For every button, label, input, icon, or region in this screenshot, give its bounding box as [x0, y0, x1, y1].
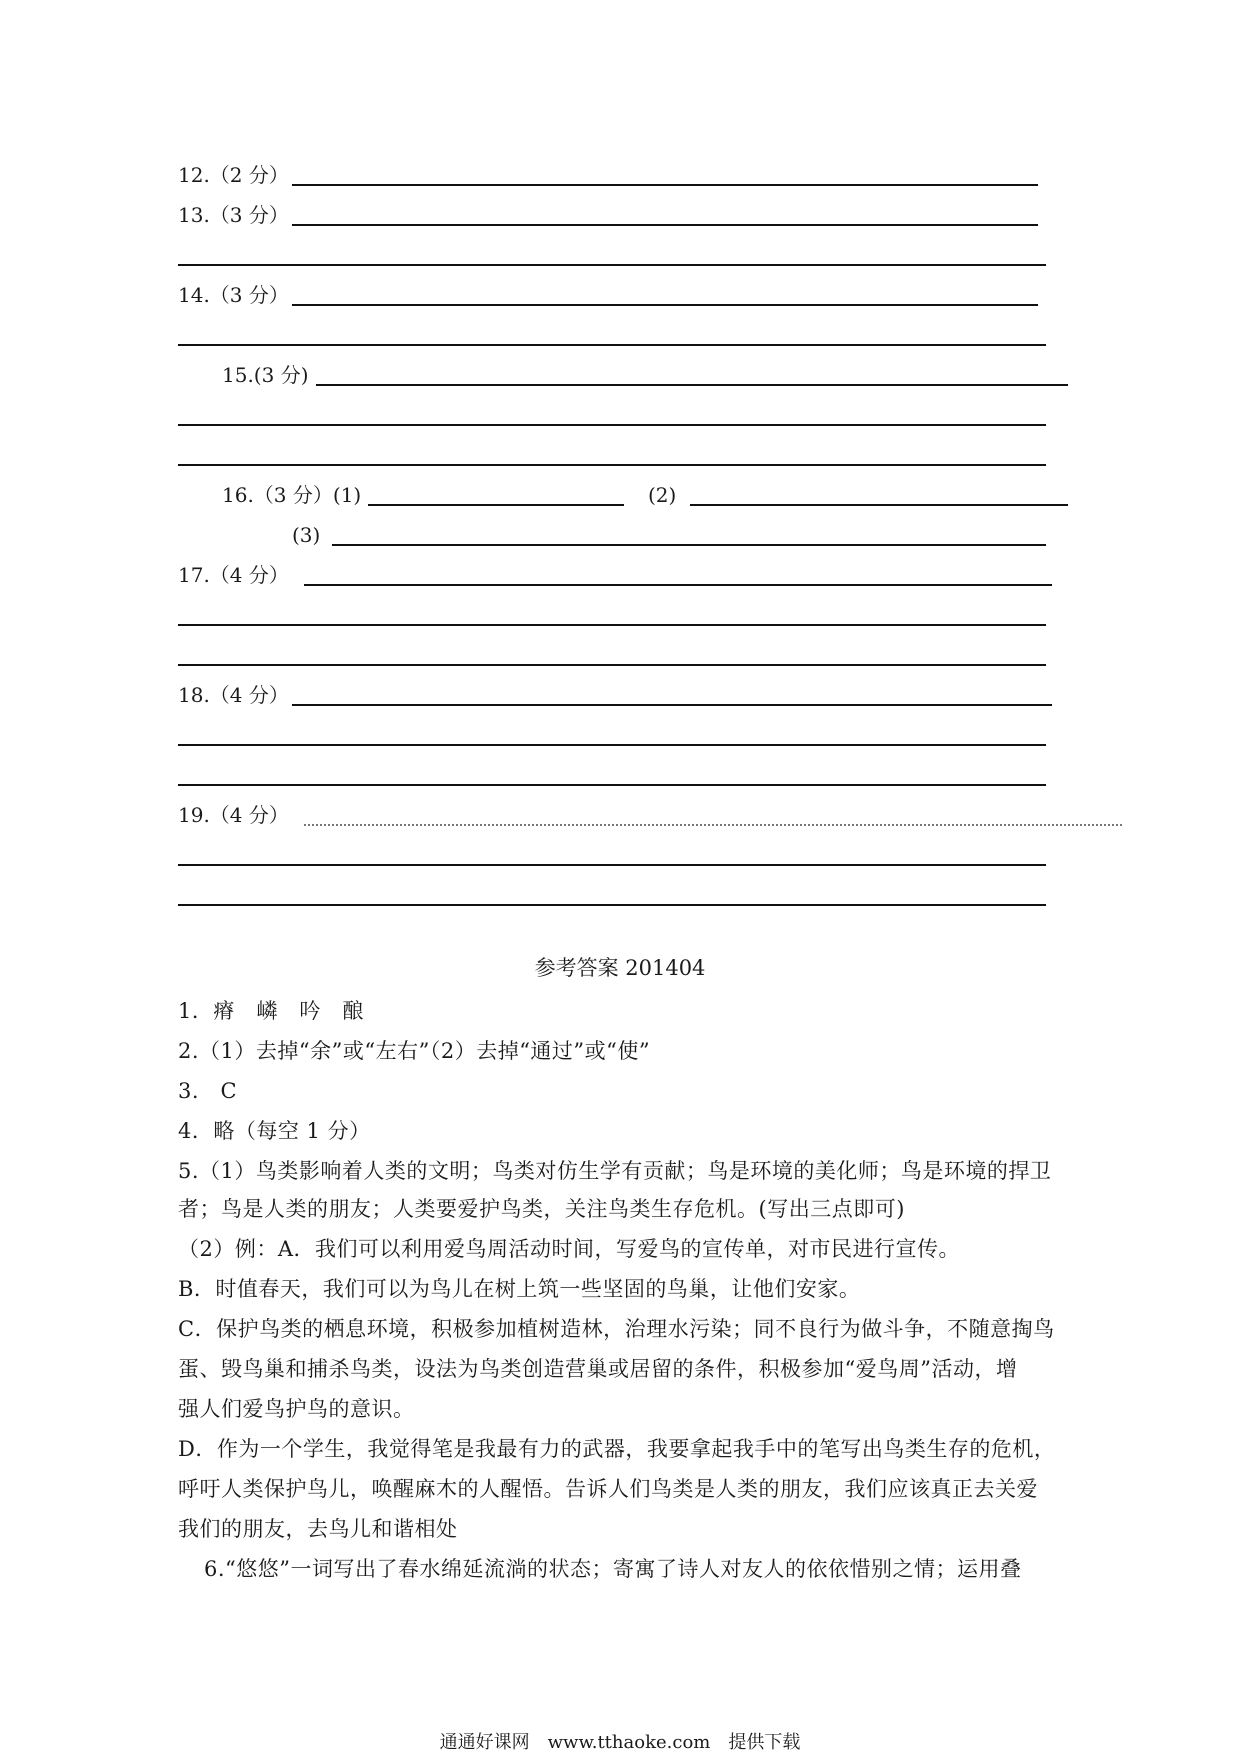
answer-line-15c[interactable]: [178, 464, 1046, 466]
answer-line-14a[interactable]: [292, 304, 1038, 306]
question-17-label: 17.（4 分）: [178, 563, 289, 587]
answer-text-line: B．时值春天，我们可以为鸟儿在树上筑一些坚固的鸟巢，让他们安家。: [178, 1277, 861, 1301]
answer-text-line: 我们的朋友，去鸟儿和谐相处: [178, 1517, 458, 1541]
page-footer: 通通好课网 www.tthaoke.com 提供下载: [439, 1732, 801, 1753]
answer-line-17a[interactable]: [304, 584, 1052, 586]
question-15-label: 15.(3 分): [222, 363, 309, 387]
answer-line-18b[interactable]: [178, 744, 1046, 746]
question-14-label: 14.（3 分）: [178, 283, 289, 307]
answer-text-line: 者；鸟是人类的朋友；人类要爱护鸟类，关注鸟类生存危机。(写出三点即可): [178, 1197, 905, 1221]
answer-text-line: （2）例：A．我们可以利用爱鸟周活动时间，写爱鸟的宣传单，对市民进行宣传。: [178, 1237, 961, 1261]
answer-text-line: 1．瘠 嶙 吟 酿: [178, 999, 364, 1023]
question-18-label: 18.（4 分）: [178, 683, 289, 707]
answer-line-19b[interactable]: [178, 864, 1046, 866]
answer-text-line: 3. C: [178, 1079, 238, 1103]
answer-text-line: 蛋、毁鸟巢和捕杀鸟类，设法为鸟类创造营巢或居留的条件，积极参加“爱鸟周”活动，增: [178, 1357, 1018, 1381]
answer-line-16-3[interactable]: [332, 544, 1046, 546]
answer-line-16-2[interactable]: [690, 504, 1068, 506]
question-13-label: 13.（3 分）: [178, 203, 289, 227]
question-12-label: 12.（2 分）: [178, 163, 289, 187]
answers-title: 参考答案 201404: [534, 956, 706, 980]
answer-text-line: D．作为一个学生，我觉得笔是我最有力的武器，我要拿起我手中的笔写出鸟类生存的危机，: [178, 1437, 1056, 1461]
answer-line-16-1[interactable]: [368, 504, 624, 506]
question-19-label: 19.（4 分）: [178, 803, 289, 827]
answer-text-line: 5.（1）鸟类影响着人类的文明；鸟类对仿生学有贡献；鸟是环境的美化师；鸟是环境的捍卫: [178, 1159, 1052, 1183]
answer-line-18c[interactable]: [178, 784, 1046, 786]
answer-line-19a[interactable]: [304, 824, 1122, 826]
answer-line-18a[interactable]: [292, 704, 1052, 706]
answer-text-line: 6.“悠悠”一词写出了春水绵延流淌的状态；寄寓了诗人对友人的依依惜别之情；运用叠: [204, 1557, 1022, 1581]
answer-line-19c[interactable]: [178, 904, 1046, 906]
answer-text-line: 强人们爱鸟护鸟的意识。: [178, 1397, 415, 1421]
question-16-part2-label: (2): [648, 483, 677, 507]
answer-text-line: 2.（1）去掉“余”或“左右”（2）去掉“通过”或“使”: [178, 1039, 651, 1063]
answer-text-line: 4．略（每空 1 分）: [178, 1119, 371, 1143]
answer-line-17b[interactable]: [178, 624, 1046, 626]
answer-line-13b[interactable]: [178, 264, 1046, 266]
question-16-part3-label: (3): [292, 523, 321, 547]
answer-line-13a[interactable]: [292, 224, 1038, 226]
answer-text-line: C．保护鸟类的栖息环境，积极参加植树造林，治理水污染；同不良行为做斗争，不随意掏鸟: [178, 1317, 1055, 1341]
answer-line-15a[interactable]: [316, 384, 1068, 386]
question-16-label: 16.（3 分）(1): [222, 483, 362, 507]
answer-text-line: 呼吁人类保护鸟儿，唤醒麻木的人醒悟。告诉人们鸟类是人类的朋友，我们应该真正去关爱: [178, 1477, 1038, 1501]
answer-line-15b[interactable]: [178, 424, 1046, 426]
answer-line-14b[interactable]: [178, 344, 1046, 346]
answer-line-12[interactable]: [292, 184, 1038, 186]
answer-line-17c[interactable]: [178, 664, 1046, 666]
